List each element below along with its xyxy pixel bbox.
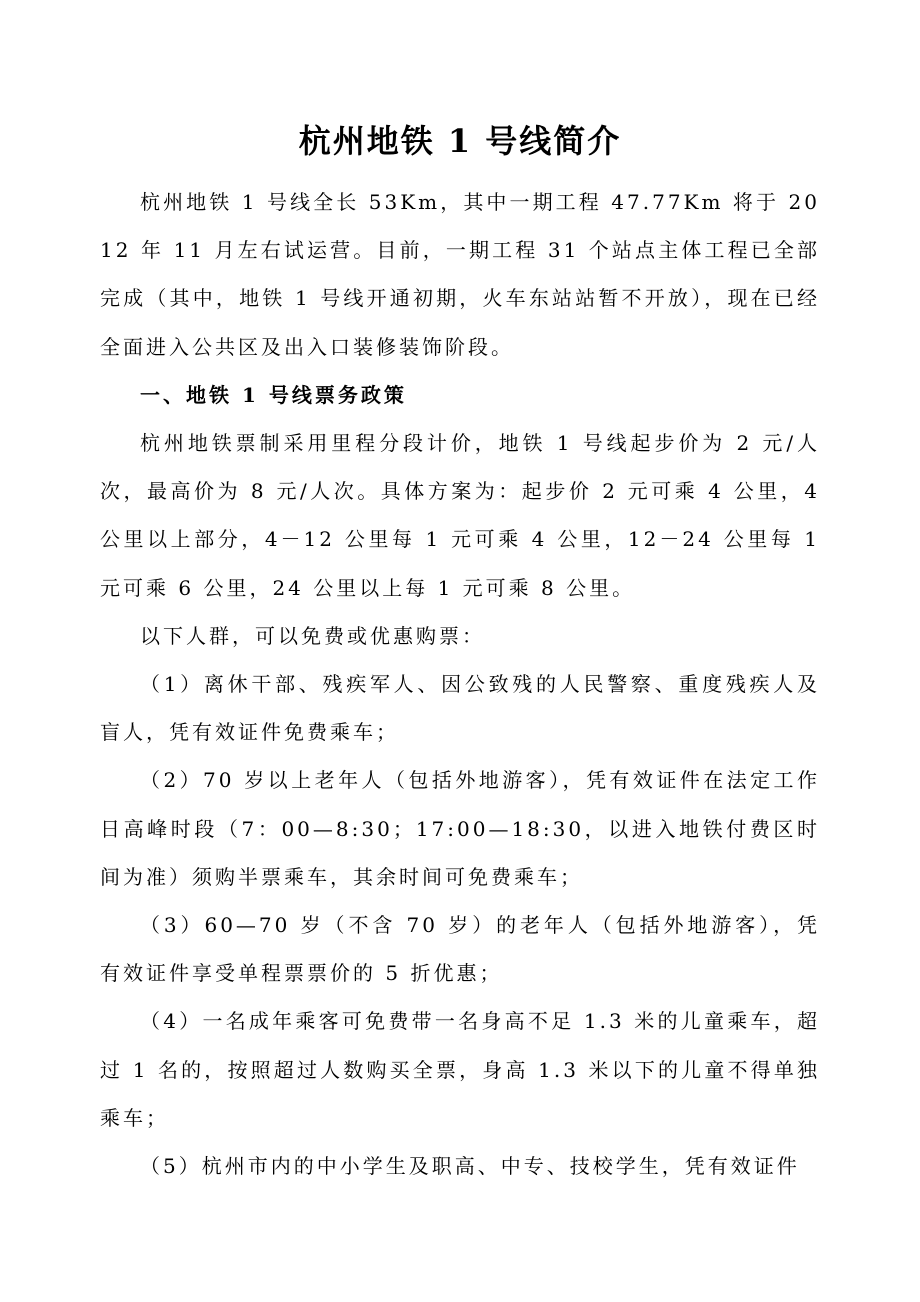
fare-policy-paragraph: 杭州地铁票制采用里程分段计价，地铁 1 号线起步价为 2 元/人次，最高价为 8 元/人次。具体方案为：起步价 2 元可乘 4 公里，4 公里以上部分，4－12 公里每 1 元可乘 4 公里，12－24 公里每 1 元可乘 6 公里，24 公里以上每 1 元可乘 8 公里。 [100,431,820,600]
section-heading-ticket-policy: 一、地铁 1 号线票务政策 [140,382,407,407]
discount-item-3: （3）60—70 岁（不含 70 岁）的老年人（包括外地游客），凭有效证件享受单程票票价的 5 折优惠； [100,913,820,986]
intro-paragraph: 杭州地铁 1 号线全长 53Km，其中一期工程 47.77Km 将于 2012 年 11 月左右试运营。目前，一期工程 31 个站点主体工程已全部完成（其中，地铁 1 号线开通初期，火车东站站暂不开放），现在已经全面进入公共区及出入口装修装饰阶段。 [100,190,820,359]
discount-intro-paragraph: 以下人群，可以免费或优惠购票： [140,623,485,648]
discount-item-2: （2）70 岁以上老年人（包括外地游客），凭有效证件在法定工作日高峰时段（7：00—8:30；17:00—18:30，以进入地铁付费区时间为准）须购半票乘车，其余时间可免费乘车； [100,768,820,889]
discount-item-4: （4）一名成年乘客可免费带一名身高不足 1.3 米的儿童乘车，超过 1 名的，按照超过人数购买全票，身高 1.3 米以下的儿童不得单独乘车； [100,1009,820,1130]
document-body [100,178,820,1190]
document-title: 杭州地铁 1 号线简介 [298,122,622,160]
discount-item-5: （5）杭州市内的中小学生及职高、中专、技校学生，凭有效证件 [140,1154,800,1179]
discount-item-1: （1）离休干部、残疾军人、因公致残的人民警察、重度残疾人及盲人，凭有效证件免费乘车； [100,672,820,745]
